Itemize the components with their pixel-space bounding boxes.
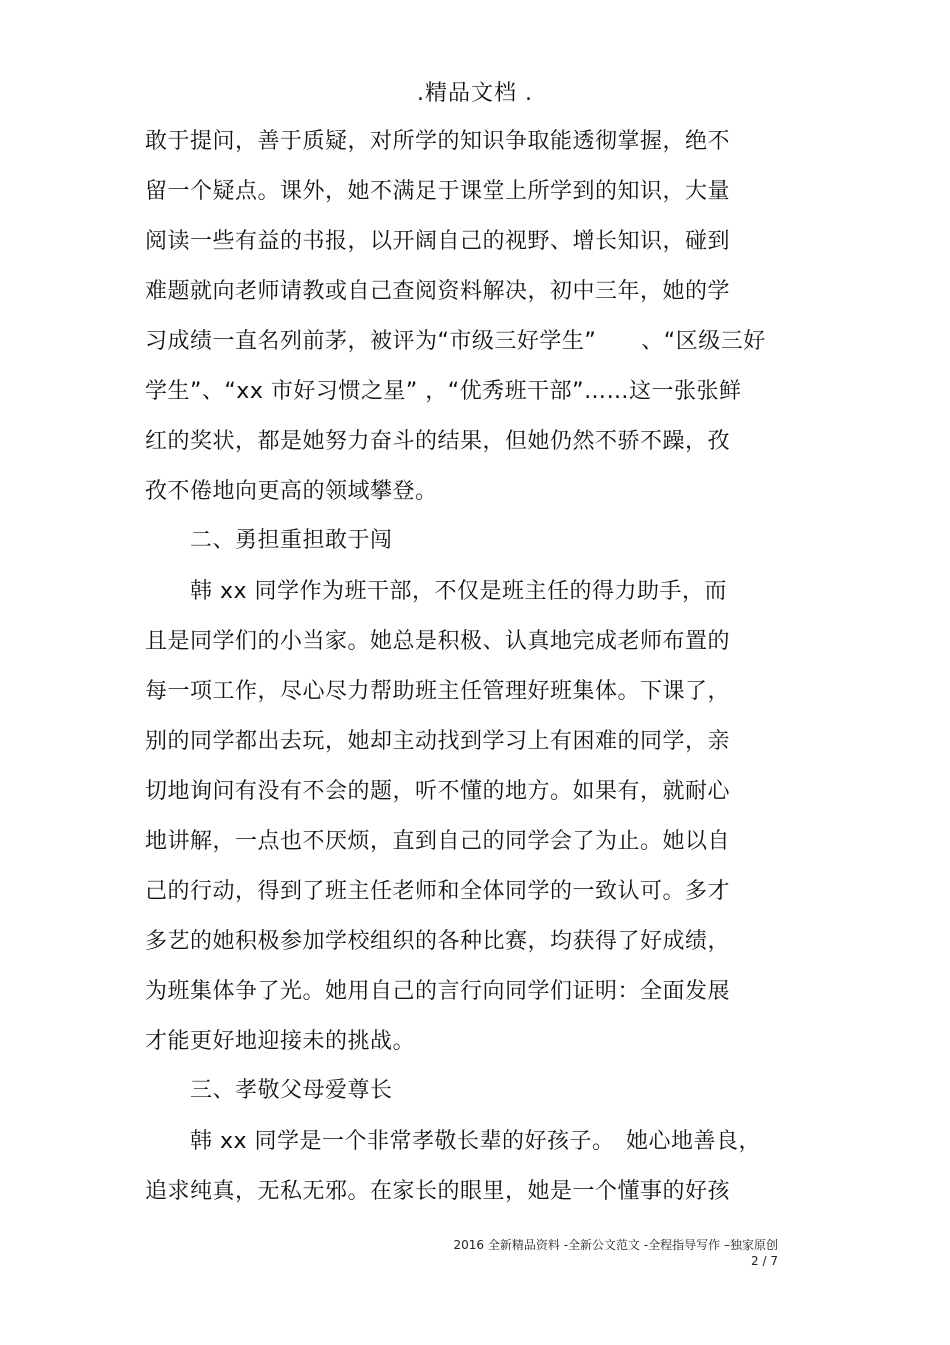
text-line: 切地询问有没有不会的题，听不懂的地方。如果有，就耐心: [145, 779, 731, 804]
text-line: 为班集体争了光。她用自己的言行向同学们证明：全面发展: [145, 979, 731, 1004]
text-line: 别的同学都出去玩，她却主动找到学习上有困难的同学，亲: [145, 729, 731, 754]
footer-tagline: 2016 全新精品资料 -全新公文范文 -全程指导写作 –独家原创: [453, 1238, 778, 1252]
text-line: 己的行动，得到了班主任老师和全体同学的一致认可。多才: [145, 879, 731, 904]
text-line: 韩 xx 同学作为班干部，不仅是班主任的得力助手，而: [145, 579, 728, 604]
text-line: 多艺的她积极参加学校组织的各种比赛，均获得了好成绩，: [145, 929, 731, 954]
text-line: 才能更好地迎接未的挑战。: [145, 1029, 416, 1054]
text-line: 留一个疑点。课外，她不满足于课堂上所学到的知识，大量: [145, 179, 731, 204]
text-line: 孜不倦地向更高的领域攀登。: [145, 479, 438, 504]
page-header: .精品文档 .: [417, 81, 533, 106]
text-line: 学生”、“xx 市好习惯之星” ，“优秀班干部”……这一张张鲜: [145, 379, 742, 404]
page-number: 2 / 7: [751, 1254, 778, 1268]
text-line: 难题就向老师请教或自己查阅资料解决，初中三年，她的学: [145, 279, 731, 304]
text-line: 敢于提问，善于质疑，对所学的知识争取能透彻掌握，绝不: [145, 129, 731, 154]
text-line: 地讲解，一点也不厌烦，直到自己的同学会了为止。她以自: [145, 829, 731, 854]
text-line: 且是同学们的小当家。她总是积极、认真地完成老师布置的: [145, 629, 731, 654]
section-heading: 二、勇担重担敢于闯: [145, 528, 393, 553]
text-line: 韩 xx 同学是一个非常孝敬长辈的好孩子。 她心地善良，: [145, 1129, 762, 1154]
text-line: 阅读一些有益的书报，以开阔自己的视野、增长知识，碰到: [145, 229, 731, 254]
text-line: 习成绩一直名列前茅，被评为“市级三好学生” 、“区级三好: [145, 329, 766, 354]
text-line: 追求纯真，无私无邪。在家长的眼里，她是一个懂事的好孩: [145, 1179, 731, 1204]
text-line: 红的奖状，都是她努力奋斗的结果，但她仍然不骄不躁，孜: [145, 429, 731, 454]
section-heading: 三、孝敬父母爱尊长: [145, 1078, 393, 1103]
text-line: 每一项工作，尽心尽力帮助班主任管理好班集体。下课了，: [145, 679, 731, 704]
